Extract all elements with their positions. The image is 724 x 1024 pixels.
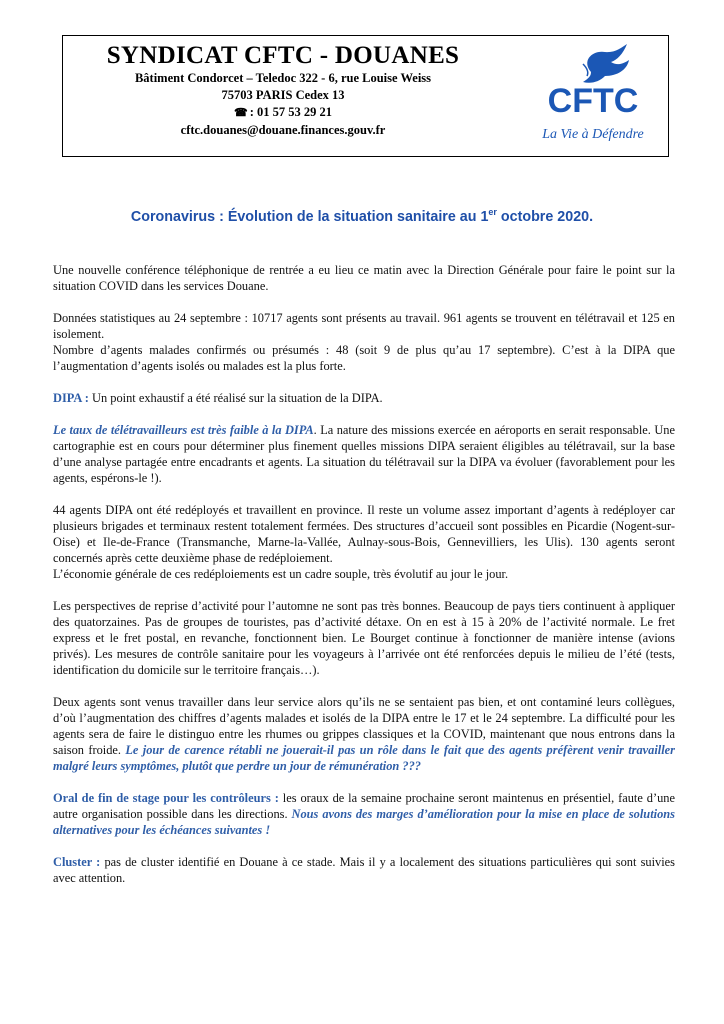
carence-emphasis: Le jour de carence rétabli ne jouerait-il pas un rôle dans le fait que des agents préfèrent venir travailler malgré leurs symptômes, plutôt que perdre un jour de rémunération ??? xyxy=(53,743,675,773)
logo-text: CFTC xyxy=(547,82,639,120)
oral-emphasis: Nous avons des marges d’amélioration pour la mise en place de solutions alternatives pour les échéances suivantes ! xyxy=(53,807,675,837)
org-name: SYNDICAT CFTC - DOUANES xyxy=(106,42,460,69)
page-title: Coronavirus : Évolution de la situation sanitaire au 1er octobre 2020. xyxy=(130,207,594,225)
telework-paragraph: Le taux de télétravailleurs est très faible à la DIPA. La nature des missions exercée en aéroports en serait responsable. Une cartographie est en cours pour déterminer plus finement quelles missions DIPA seraient éligibles au télétravail, sur la base d’une analyse partagée entre encadrants et agents. La situation du télétravail sur la DIPA va évoluer (favorablement pour les agents, espérons-le !). xyxy=(53,423,675,485)
document-body xyxy=(53,262,675,886)
telework-emphasis: Le taux de télétravailleurs est très faible à la DIPA xyxy=(53,423,314,437)
org-block xyxy=(63,36,503,139)
cluster-paragraph: Cluster : pas de cluster identifié en Douane à ce stade. Mais il y a localement des situations particulières qui sont suivies avec attention. xyxy=(53,855,676,885)
economy-paragraph: L’économie générale de ces redéploiements est un cadre souple, très évolutif au jour le jour. xyxy=(53,567,509,581)
logo-tagline: La Vie à Défendre xyxy=(542,127,644,142)
cluster-label: Cluster : xyxy=(53,855,101,869)
postal-line: 75703 PARIS Cedex 13 xyxy=(221,88,345,102)
phone-number: : 01 57 53 29 21 xyxy=(249,105,332,119)
outlook-paragraph: Les perspectives de reprise d’activité pour l’automne ne sont pas très bonnes. Beaucoup de pays tiers continuent à appliquer des quatorzaines. Pas de groupes de touristes, pas d’activité détaxe. On en est à 15 à 20% de l’activité normale. Le fret express et le fret postal, en revanche, fonctionnent bien. Le Bourget continue à fonctionner de manière intense (avions privés). Les mesures de contrôle sanitaire pour les voyageurs à l’arrivée ont été renforcées depuis le milieu de l’été (tests, identification du domicile sur le territoire français…). xyxy=(53,599,675,677)
address-line: Bâtiment Condorcet – Teledoc 322 - 6, rue Louise Weiss xyxy=(134,71,432,85)
sick-agents-paragraph: Nombre d’agents malades confirmés ou présumés : 48 (soit 9 de plus qu’au 17 septembre). C’est à la DIPA que l’augmentation d’agents isolés ou malades est la plus forte. xyxy=(53,343,675,373)
redeploy-paragraph: 44 agents DIPA ont été redéployés et travaillent en province. Il reste un volume assez important d’agents à redéployer car plusieurs brigades et terminaux restent totalement fermées. Des structures d’accueil sont possibles en Picardie (Nogent-sur-Oise) et Ile-de-France (Transmanche, Marne-la-Vallée, Aulnay-sous-Bois, Gennevilliers, les Ulis). 130 agents seront concernés après cette deuxième phase de redéploiement. xyxy=(53,503,675,565)
dipa-label: DIPA : xyxy=(53,391,89,405)
email-line[interactable]: cftc.douanes@douane.finances.gouv.fr xyxy=(180,123,386,137)
cftc-logo xyxy=(531,42,656,152)
phone-line xyxy=(63,104,503,122)
letterhead xyxy=(62,35,669,157)
phone-icon: ☎ xyxy=(234,107,248,119)
dipa-paragraph: DIPA : Un point exhaustif a été réalisé sur la situation de la DIPA. xyxy=(53,391,383,405)
oral-paragraph: Oral de fin de stage pour les contrôleurs : les oraux de la semaine prochaine seront maintenus en présentiel, faute d’une autre organisation possible dans les directions. Nous avons des marges d’amélioration pour la mise en place de solutions alternatives pour les échéances suivantes ! xyxy=(53,791,676,837)
intro-paragraph: Une nouvelle conférence téléphonique de rentrée a eu lieu ce matin avec la Direction Générale pour faire le point sur la situation COVID dans les services Douane. xyxy=(53,263,675,293)
dove-icon xyxy=(583,44,629,83)
contamination-paragraph: Deux agents sont venus travailler dans leur service alors qu’ils ne se sentaient pas bien, et ont contaminé leurs collègues, d’où l’augmentation des chiffres d’agents malades et isolés de la DIPA entre le 17 et le 24 septembre. La difficulté pour les agents sera de faire le distinguo entre les rhumes ou grippes classiques et la COVID, maintenant que nous entrons dans la saison froide. Le jour de carence rétabli ne jouerait-il pas un rôle dans le fait que des agents préfèrent venir travailler malgré leurs symptômes, plutôt que perdre un jour de rémunération ??? xyxy=(53,695,675,773)
oral-label: Oral de fin de stage pour les contrôleurs : xyxy=(53,791,279,805)
stats-paragraph: Données statistiques au 24 septembre : 10717 agents sont présents au travail. 961 agents se trouvent en télétravail et 125 en isolement. xyxy=(53,311,675,341)
